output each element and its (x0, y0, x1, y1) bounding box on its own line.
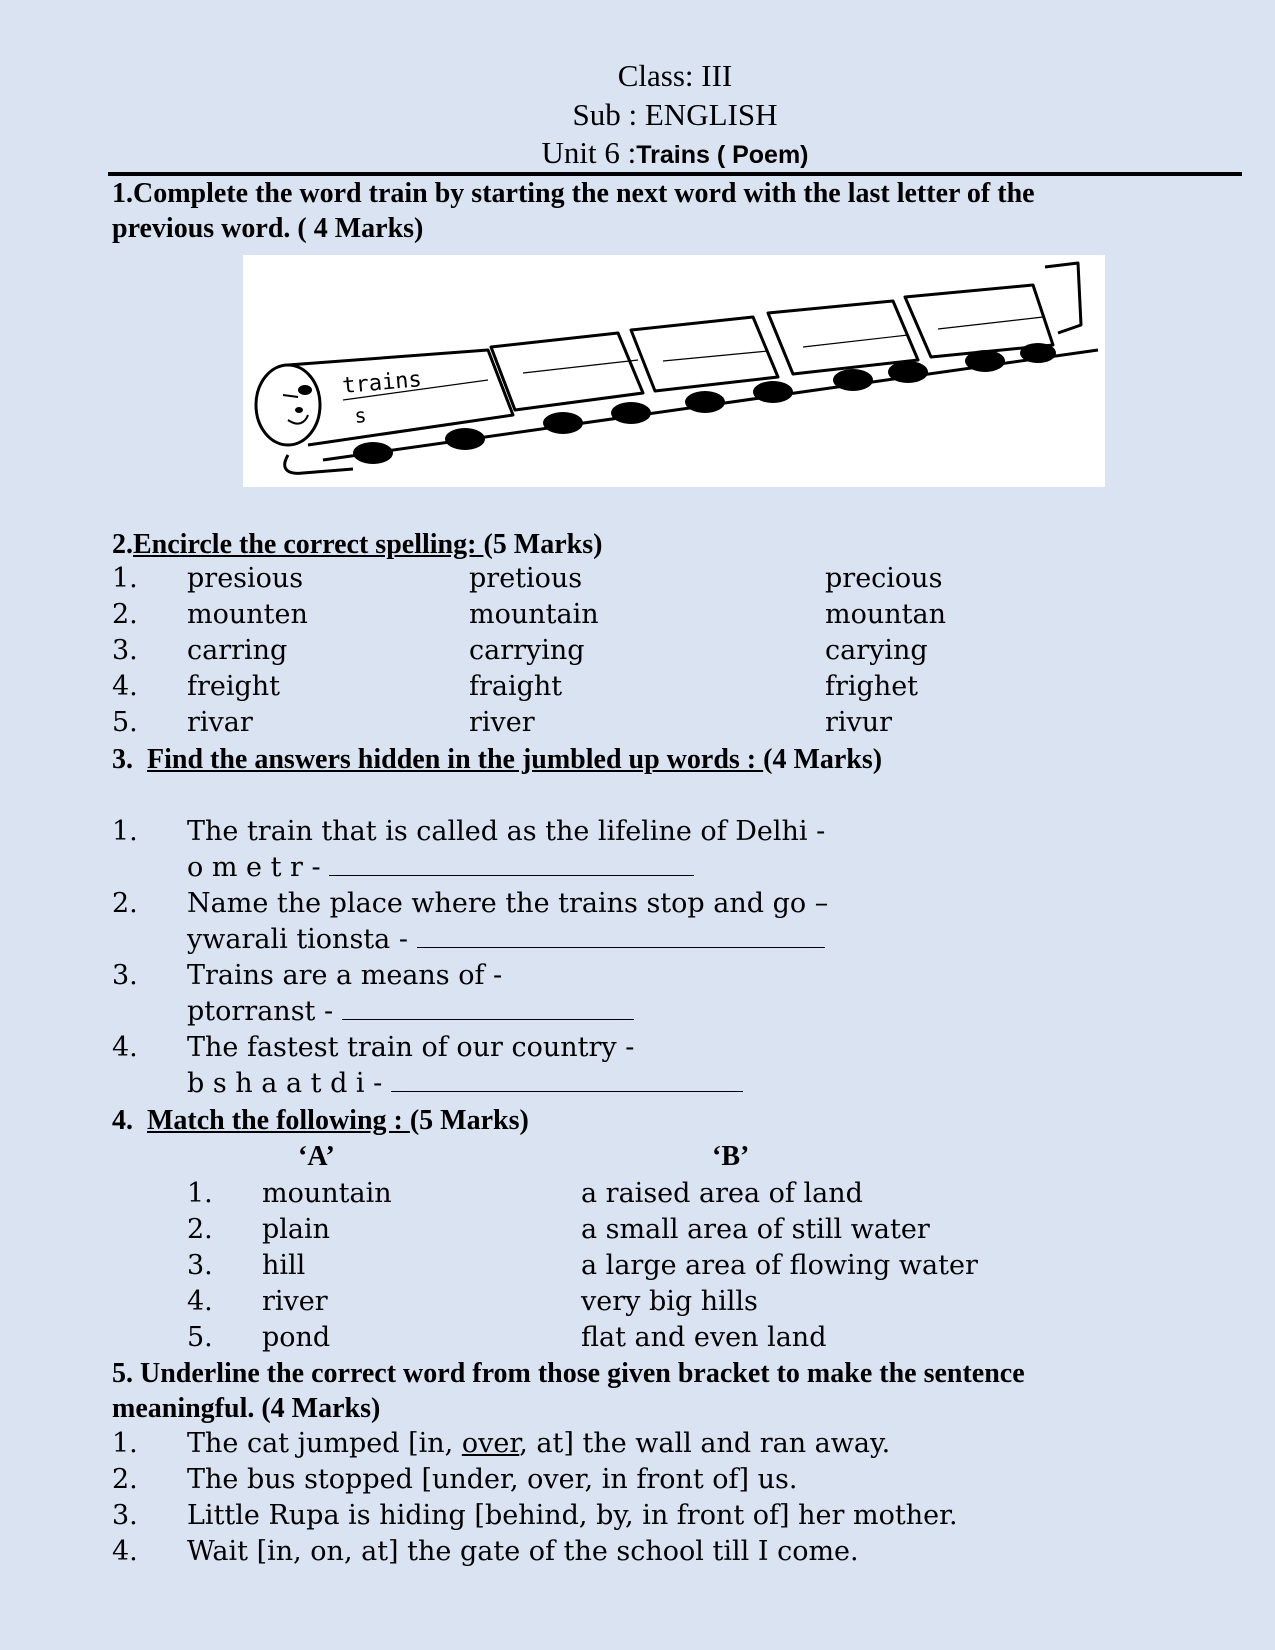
row-number: 5. (112, 707, 138, 738)
answer-blank[interactable] (342, 997, 634, 1020)
q4-marks: (5 Marks) (409, 1105, 529, 1136)
q2-heading: Encircle the correct spelling: (133, 529, 484, 560)
match-definition[interactable]: very big hills (581, 1286, 758, 1317)
q3-prefix: 3. (112, 744, 133, 775)
option-c[interactable]: carying (825, 635, 928, 666)
q3-heading: Find the answers hidden in the jumbled up words : (147, 744, 764, 775)
q4-title (112, 1104, 529, 1138)
match-term[interactable]: pond (262, 1322, 331, 1353)
option-a[interactable]: carring (187, 635, 288, 666)
train-word-trains: trains (341, 367, 423, 399)
q3-title (112, 743, 882, 777)
wagon-1 (491, 333, 643, 410)
item-number: 2. (112, 888, 138, 919)
q1-title: 1.Complete the word train by starting the next word with the last letter of the (112, 178, 1035, 209)
question-text: Name the place where the trains stop and go – (187, 888, 829, 919)
sentence-text (187, 1426, 890, 1462)
sentence-text[interactable]: The bus stopped [under, over, in front of] us. (187, 1464, 798, 1495)
match-term[interactable]: river (262, 1286, 328, 1317)
row-number: 4. (112, 671, 138, 702)
q2-marks: (5 Marks) (483, 529, 603, 560)
sentence-text[interactable]: Wait [in, on, at] the gate of the school till I come. (187, 1536, 859, 1567)
match-definition[interactable]: a large area of flowing water (581, 1250, 978, 1281)
q3-marks: (4 Marks) (763, 744, 883, 775)
match-definition[interactable]: a raised area of land (581, 1178, 863, 1209)
q2-prefix: 2. (112, 529, 133, 560)
sentence-number: 2. (112, 1464, 138, 1495)
question-text: The train that is called as the lifeline of Delhi - (187, 816, 826, 847)
option-c[interactable]: rivur (825, 707, 893, 738)
row-number: 1. (187, 1178, 213, 1209)
subject-line: Sub : ENGLISH (572, 97, 778, 132)
option-a[interactable]: presious (187, 563, 304, 594)
option-b[interactable]: pretious (469, 563, 583, 594)
jumbled-answer-line (187, 994, 634, 1030)
answer-blank[interactable] (417, 925, 825, 948)
option-c[interactable]: precious (825, 563, 943, 594)
unit-prefix: Unit 6 : (541, 135, 637, 170)
match-term[interactable]: mountain (262, 1178, 392, 1209)
unit-title: Trains ( Poem) (636, 141, 809, 169)
row-number: 3. (187, 1250, 213, 1281)
row-number: 5. (187, 1322, 213, 1353)
row-number: 1. (112, 563, 138, 594)
sentence-number: 1. (112, 1428, 138, 1459)
row-number: 2. (112, 599, 138, 630)
answer-blank[interactable] (329, 853, 694, 876)
option-c[interactable]: mountan (825, 599, 946, 630)
item-number: 1. (112, 816, 138, 847)
option-c[interactable]: frighet (825, 671, 919, 702)
question-text: The fastest train of our country - (187, 1032, 635, 1063)
answer-blank[interactable] (391, 1069, 743, 1092)
jumbled-word: o m e t r - (187, 852, 321, 883)
q5-title-cont: meaningful. (4 Marks) (112, 1393, 381, 1424)
jumbled-answer-line (187, 850, 694, 886)
underlined-answer[interactable]: over (461, 1428, 520, 1459)
q5-title: 5. Underline the correct word from those given bracket to make the sentence (112, 1358, 1025, 1389)
option-a[interactable]: rivar (187, 707, 253, 738)
match-definition[interactable]: flat and even land (581, 1322, 827, 1353)
row-number: 2. (187, 1214, 213, 1245)
jumbled-word: ywarali tionsta - (187, 924, 408, 955)
unit-line (0, 134, 1275, 174)
match-definition[interactable]: a small area of still water (581, 1214, 930, 1245)
word-train-illustration (243, 255, 1105, 487)
train-word-s: s (353, 403, 368, 428)
wagon-3 (768, 301, 918, 374)
sentence-post: , at] the wall and ran away. (519, 1428, 891, 1459)
sentence-text[interactable]: Little Rupa is hiding [behind, by, in front of] her mother. (187, 1500, 958, 1531)
jumbled-word: b s h a a t d i - (187, 1068, 383, 1099)
option-b[interactable]: carrying (469, 635, 585, 666)
column-a-header: ‘A’ (298, 1141, 335, 1172)
q1-title-cont: previous word. ( 4 Marks) (112, 213, 424, 244)
question-text: Trains are a means of - (187, 960, 503, 991)
option-b[interactable]: mountain (469, 599, 599, 630)
jumbled-answer-line (187, 922, 825, 958)
row-number: 3. (112, 635, 138, 666)
option-a[interactable]: freight (187, 671, 281, 702)
row-number: 4. (187, 1286, 213, 1317)
item-number: 4. (112, 1032, 138, 1063)
sentence-number: 4. (112, 1536, 138, 1567)
wagon-2 (631, 317, 778, 391)
engine-face (256, 365, 320, 445)
option-b[interactable]: fraight (469, 671, 563, 702)
jumbled-answer-line (187, 1066, 743, 1102)
q4-heading: Match the following : (147, 1105, 410, 1136)
train-drawing (243, 255, 1105, 487)
class-line: Class: III (617, 58, 733, 93)
column-b-header: ‘B’ (712, 1141, 750, 1172)
sentence-pre: The cat jumped [in, (187, 1428, 462, 1459)
match-term[interactable]: hill (262, 1250, 306, 1281)
q4-prefix: 4. (112, 1105, 133, 1136)
match-term[interactable]: plain (262, 1214, 331, 1245)
option-b[interactable]: river (469, 707, 535, 738)
jumbled-word: ptorranst - (187, 996, 334, 1027)
item-number: 3. (112, 960, 138, 991)
wagon-5 (1045, 263, 1081, 333)
q2-title (112, 528, 602, 562)
option-a[interactable]: mounten (187, 599, 308, 630)
header-divider (108, 172, 1242, 176)
sentence-number: 3. (112, 1500, 138, 1531)
